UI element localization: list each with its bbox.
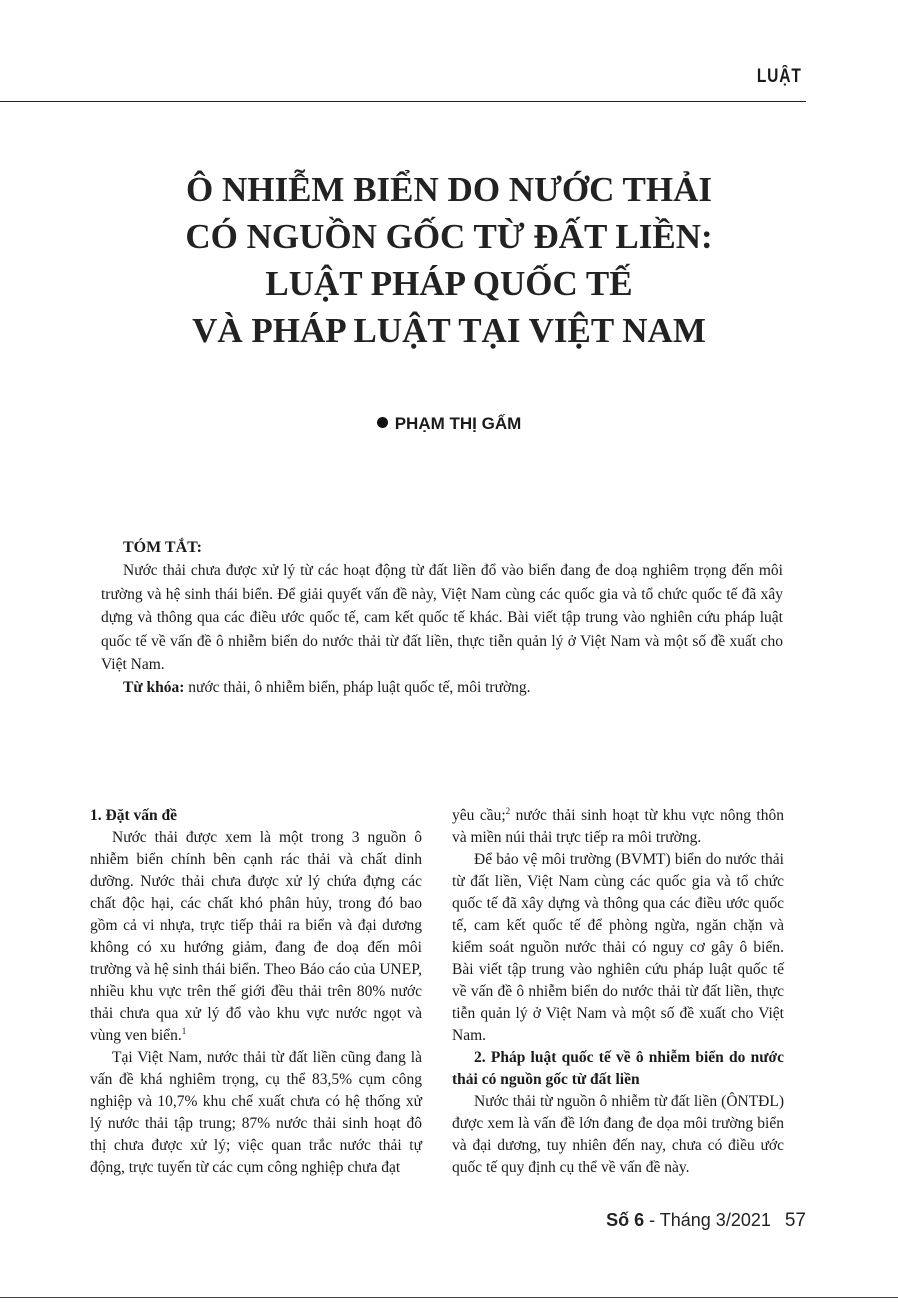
author-byline [0,414,898,434]
paragraph-2: Tại Việt Nam, nước thải từ đất liền cũng đang là vấn đề khá nghiêm trọng, cụ thể 83,5% cụm công nghiệp và 10,7% khu chế xuất chưa có hệ thống xử lý nước thải tập trung; 87% nước thải sinh hoạt đô thị chưa được xử lý; việc quan trắc nước thải tự động, trực tuyến từ các cụm công nghiệp chưa đạt [90,1049,422,1176]
article-title [0,166,898,354]
section-label: LUẬT [757,66,802,87]
bullet-icon [377,417,388,428]
footnote-ref-2[interactable]: 2 [505,806,511,816]
paragraph-continued [452,805,784,849]
footnote-ref-1[interactable]: 1 [181,1026,187,1036]
page-footer [606,1210,806,1232]
abstract [101,536,783,700]
title-line-1: Ô NHIỄM BIỂN DO NƯỚC THẢI [185,170,713,209]
title-line-3: LUẬT PHÁP QUỐC TẾ [265,264,633,303]
abstract-body: Nước thải chưa được xử lý từ các hoạt động từ đất liền đổ vào biển đang đe doạ nghiêm trọng đến môi trường và hệ sinh thái biển. Để giải quyết vấn đề này, Việt Nam cùng các quốc gia và tổ chức quốc tế đã xây dựng và thông qua các điều ước quốc tế, cam kết quốc tế khác. Bài viết tập trung vào nghiên cứu pháp luật quốc tế về vấn đề ô nhiễm biển do nước thải từ đất liền, thực tiễn quản lý ở Việt Nam và một số đề xuất cho Việt Nam. [101,562,783,674]
left-column [90,805,422,1179]
section-2-heading: 2. Pháp luật quốc tế về ô nhiễm biển do nước thải có nguồn gốc từ đất liền [452,1049,784,1088]
paragraph-4: Nước thải từ nguồn ô nhiễm từ đất liền (ÔNTĐL) được xem là vấn đề lớn đang đe dọa môi trường biển và đại dương, tuy nhiên đến nay, chưa có điều ước quốc tế quy định cụ thể về vấn đề này. [452,1093,784,1176]
author-name: PHẠM THỊ GẤM [394,414,522,433]
title-line-4: VÀ PHÁP LUẬT TẠI VIỆT NAM [192,311,706,350]
paragraph-1-text: Nước thải được xem là một trong 3 nguồn ô nhiễm biển chính bên cạnh rác thải và chất dinh dưỡng. Nước thải chưa được xử lý chứa đựng các chất độc hại, các chất khó phân hủy, trong đó bao gồm cả vi nhựa, trực tiếp thải ra biển và đại dương không có xu hướng giảm, đang đe doạ đến môi trường và hệ sinh thái biển. Theo Báo cáo của UNEP, nhiều khu vực trên thế giới đều thải trên 80% nước thải chưa qua xử lý đổ vào khu vực nước ngọt và vùng ven biển. [90,829,422,1044]
keywords-text: nước thải, ô nhiễm biển, pháp luật quốc tế, môi trường. [188,679,531,697]
header-rule [0,101,806,102]
right-column [452,805,784,1179]
footer-date: - Tháng 3/2021 [644,1210,771,1230]
keywords [123,676,783,699]
paragraph-continued-end: nước thải sinh hoạt từ khu vực nông thôn và miền núi thải trực tiếp ra môi trường. [452,807,784,846]
title-line-2: CÓ NGUỒN GỐC TỪ ĐẤT LIỀN: [185,217,713,256]
bottom-rule [0,1297,898,1298]
paragraph-3: Để bảo vệ môi trường (BVMT) biển do nước thải từ đất liền, Việt Nam cùng các quốc gia và tổ chức quốc tế đã xây dựng và thông qua các điều ước quốc tế, cam kết quốc tế để phòng ngừa, ngăn chặn và kiểm soát nguồn nước thải có nguy cơ gây ô biển. Bài viết tập trung vào nghiên cứu pháp luật quốc tế về vấn đề ô nhiễm biển do nước thải từ đất liền, thực tiễn quản lý ở Việt Nam và một số đề xuất cho Việt Nam. [452,851,784,1044]
page-number: 57 [784,1210,806,1231]
abstract-heading: TÓM TẮT: [123,539,202,556]
section-1-heading: 1. Đặt vấn đề [90,807,177,824]
footer-issue: Số 6 [606,1210,645,1230]
paragraph-continued-start: yêu cầu; [452,807,506,824]
paragraph-1 [90,827,422,1047]
keywords-label: Từ khóa: [123,679,185,697]
